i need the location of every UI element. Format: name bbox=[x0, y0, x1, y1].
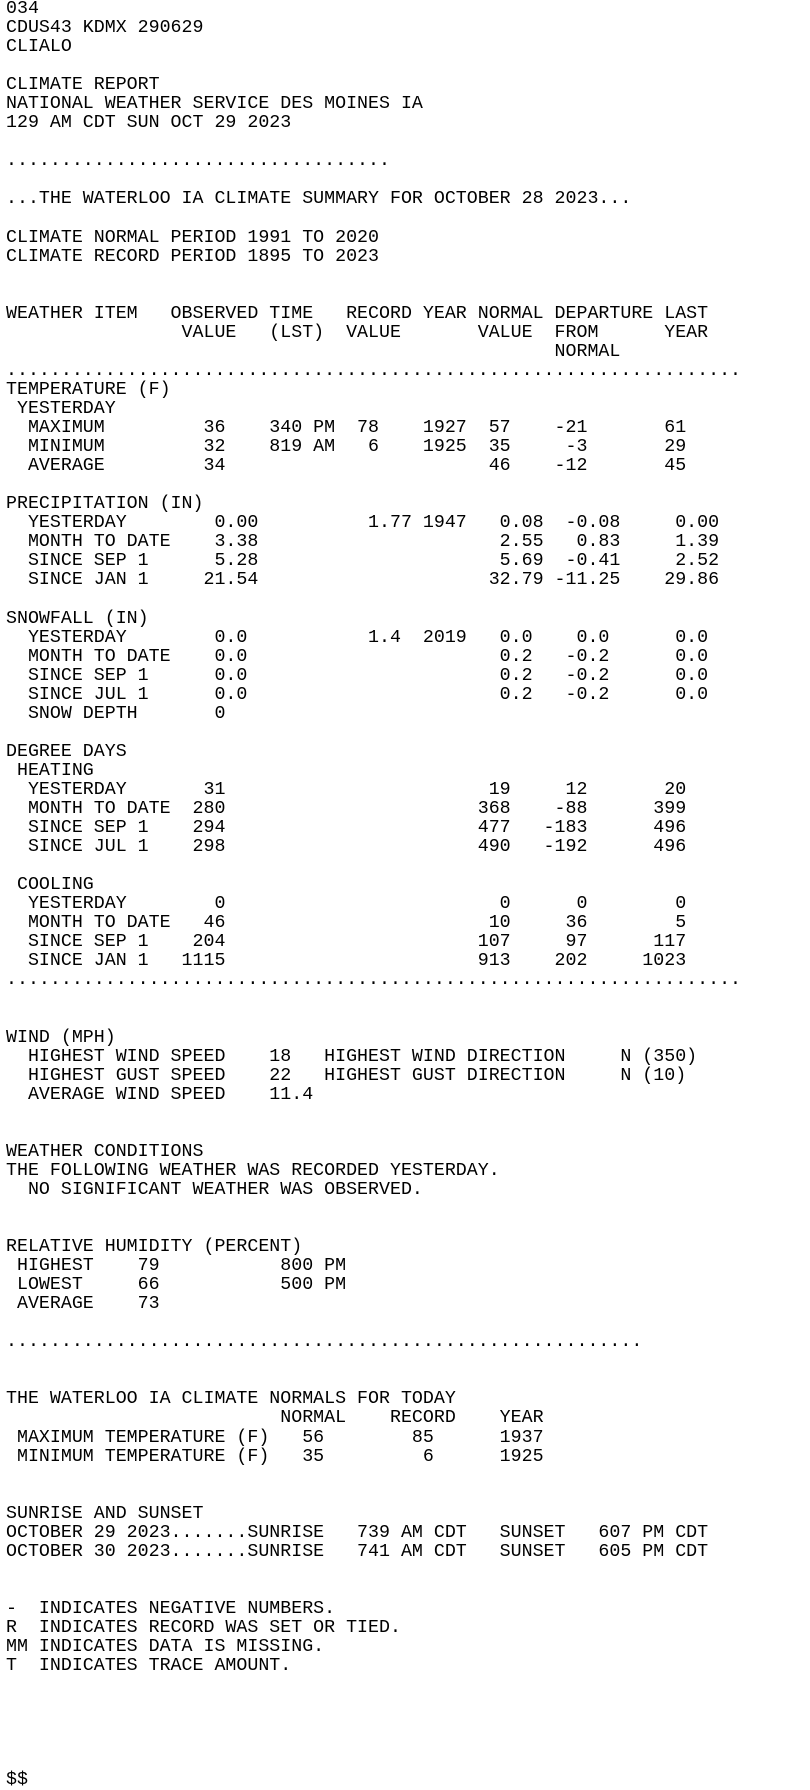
report-line: COOLING bbox=[6, 875, 94, 896]
report-line: SNOWFALL (IN) bbox=[6, 608, 149, 629]
report-line: NORMAL bbox=[6, 341, 621, 362]
report-line: CLIMATE NORMAL PERIOD 1991 TO 2020 bbox=[6, 227, 379, 248]
report-line: HIGHEST GUST SPEED 22 HIGHEST GUST DIRECTION N (10) bbox=[6, 1065, 687, 1086]
report-line: MONTH TO DATE 0.0 0.2 -0.2 0.0 bbox=[6, 646, 709, 667]
report-line: ................................................................... bbox=[6, 360, 742, 381]
report-line: LOWEST 66 500 PM bbox=[6, 1275, 347, 1296]
report-line: NO SIGNIFICANT WEATHER WAS OBSERVED. bbox=[6, 1179, 423, 1200]
report-line: SINCE JUL 1 298 490 -192 496 bbox=[6, 837, 687, 858]
report-line bbox=[6, 1581, 810, 1600]
report-line: CLIMATE REPORT bbox=[6, 75, 160, 96]
report-line: SNOW DEPTH 0 bbox=[6, 703, 226, 724]
report-line: HEATING bbox=[6, 760, 94, 781]
report-line: YESTERDAY 0.0 1.4 2019 0.0 0.0 0.0 bbox=[6, 627, 709, 648]
report-line: SINCE SEP 1 5.28 5.69 -0.41 2.52 bbox=[6, 551, 720, 572]
report-line: R INDICATES RECORD WAS SET OR TIED. bbox=[6, 1617, 401, 1638]
report-line: PRECIPITATION (IN) bbox=[6, 494, 204, 515]
report-line bbox=[6, 590, 810, 609]
report-line: AVERAGE WIND SPEED 11.4 bbox=[6, 1084, 314, 1105]
report-line bbox=[6, 133, 810, 152]
report-line: CLIMATE RECORD PERIOD 1895 TO 2023 bbox=[6, 246, 379, 267]
report-line bbox=[6, 724, 810, 743]
report-line: $$ bbox=[6, 1770, 28, 1790]
report-line bbox=[6, 476, 810, 495]
report-line: DEGREE DAYS bbox=[6, 741, 127, 762]
report-line bbox=[6, 1371, 810, 1390]
report-line: WEATHER ITEM OBSERVED TIME RECORD YEAR NORMAL DEPARTURE LAST bbox=[6, 303, 709, 324]
report-line: MM INDICATES DATA IS MISSING. bbox=[6, 1637, 325, 1658]
report-line: OCTOBER 29 2023.......SUNRISE 739 AM CDT SUNSET 607 PM CDT bbox=[6, 1522, 709, 1543]
report-line bbox=[6, 1352, 810, 1371]
report-line: 034 bbox=[6, 0, 39, 19]
report-line bbox=[6, 267, 810, 286]
report-line: ................................................................... bbox=[6, 970, 742, 991]
report-line: RELATIVE HUMIDITY (PERCENT) bbox=[6, 1237, 303, 1258]
report-line: CLIALO bbox=[6, 37, 72, 58]
report-line: SINCE JAN 1 21.54 32.79 -11.25 29.86 bbox=[6, 570, 720, 591]
report-line: - INDICATES NEGATIVE NUMBERS. bbox=[6, 1598, 336, 1619]
report-line: ................................... bbox=[6, 151, 390, 172]
report-line: HIGHEST WIND SPEED 18 HIGHEST WIND DIRECTION N (350) bbox=[6, 1046, 698, 1067]
report-line bbox=[6, 1695, 810, 1714]
report-line: YESTERDAY bbox=[6, 398, 116, 419]
report-line: MONTH TO DATE 3.38 2.55 0.83 1.39 bbox=[6, 532, 720, 553]
report-line bbox=[6, 1714, 810, 1733]
report-line: HIGHEST 79 800 PM bbox=[6, 1256, 347, 1277]
report-line: OCTOBER 30 2023.......SUNRISE 741 AM CDT SUNSET 605 PM CDT bbox=[6, 1541, 709, 1562]
report-line bbox=[6, 1752, 810, 1771]
report-line: MONTH TO DATE 46 10 36 5 bbox=[6, 913, 687, 934]
report-line: VALUE (LST) VALUE VALUE FROM YEAR bbox=[6, 322, 709, 343]
report-line: SUNRISE AND SUNSET bbox=[6, 1503, 204, 1524]
report-line bbox=[6, 1200, 810, 1219]
report-line bbox=[6, 210, 810, 229]
report-line: .......................................................... bbox=[6, 1332, 643, 1353]
report-line bbox=[6, 1467, 810, 1486]
report-line bbox=[6, 1486, 810, 1505]
report-line: WEATHER CONDITIONS bbox=[6, 1141, 204, 1162]
report-line: WIND (MPH) bbox=[6, 1027, 116, 1048]
report-line bbox=[6, 857, 810, 876]
report-line bbox=[6, 1676, 810, 1695]
report-line: SINCE SEP 1 294 477 -183 496 bbox=[6, 818, 687, 839]
report-line: SINCE JUL 1 0.0 0.2 -0.2 0.0 bbox=[6, 684, 709, 705]
report-line: YESTERDAY 31 19 12 20 bbox=[6, 779, 687, 800]
report-line: MONTH TO DATE 280 368 -88 399 bbox=[6, 798, 687, 819]
report-line: TEMPERATURE (F) bbox=[6, 379, 171, 400]
report-line: MAXIMUM TEMPERATURE (F) 56 85 1937 bbox=[6, 1427, 544, 1448]
report-line: ...THE WATERLOO IA CLIMATE SUMMARY FOR OCTOBER 28 2023... bbox=[6, 189, 632, 210]
report-line: AVERAGE 73 bbox=[6, 1294, 160, 1315]
report-line: THE FOLLOWING WEATHER WAS RECORDED YESTERDAY. bbox=[6, 1160, 500, 1181]
report-line bbox=[6, 1314, 810, 1333]
report-line: MINIMUM 32 819 AM 6 1925 35 -3 29 bbox=[6, 437, 687, 458]
report-line: 129 AM CDT SUN OCT 29 2023 bbox=[6, 113, 292, 134]
report-line: YESTERDAY 0.00 1.77 1947 0.08 -0.08 0.00 bbox=[6, 513, 720, 534]
report-line: MAXIMUM 36 340 PM 78 1927 57 -21 61 bbox=[6, 418, 687, 439]
report-line bbox=[6, 1733, 810, 1752]
report-line bbox=[6, 1219, 810, 1238]
report-line: NORMAL RECORD YEAR bbox=[6, 1408, 544, 1429]
report-line bbox=[6, 1124, 810, 1143]
report-line: T INDICATES TRACE AMOUNT. bbox=[6, 1656, 292, 1677]
report-line: MINIMUM TEMPERATURE (F) 35 6 1925 bbox=[6, 1446, 544, 1467]
report-line bbox=[6, 171, 810, 190]
report-line bbox=[6, 1562, 810, 1581]
report-line bbox=[6, 286, 810, 305]
report-line: AVERAGE 34 46 -12 45 bbox=[6, 456, 687, 477]
report-line: YESTERDAY 0 0 0 0 bbox=[6, 894, 687, 915]
report-line: THE WATERLOO IA CLIMATE NORMALS FOR TODAY bbox=[6, 1389, 456, 1410]
report-line bbox=[6, 57, 810, 76]
report-line bbox=[6, 1105, 810, 1124]
report-line bbox=[6, 1009, 810, 1028]
report-line: SINCE SEP 1 204 107 97 117 bbox=[6, 932, 687, 953]
report-line: SINCE JAN 1 1115 913 202 1023 bbox=[6, 951, 687, 972]
report-line: CDUS43 KDMX 290629 bbox=[6, 18, 204, 39]
report-line: SINCE SEP 1 0.0 0.2 -0.2 0.0 bbox=[6, 665, 709, 686]
report-line: NATIONAL WEATHER SERVICE DES MOINES IA bbox=[6, 94, 423, 115]
report-line bbox=[6, 990, 810, 1009]
